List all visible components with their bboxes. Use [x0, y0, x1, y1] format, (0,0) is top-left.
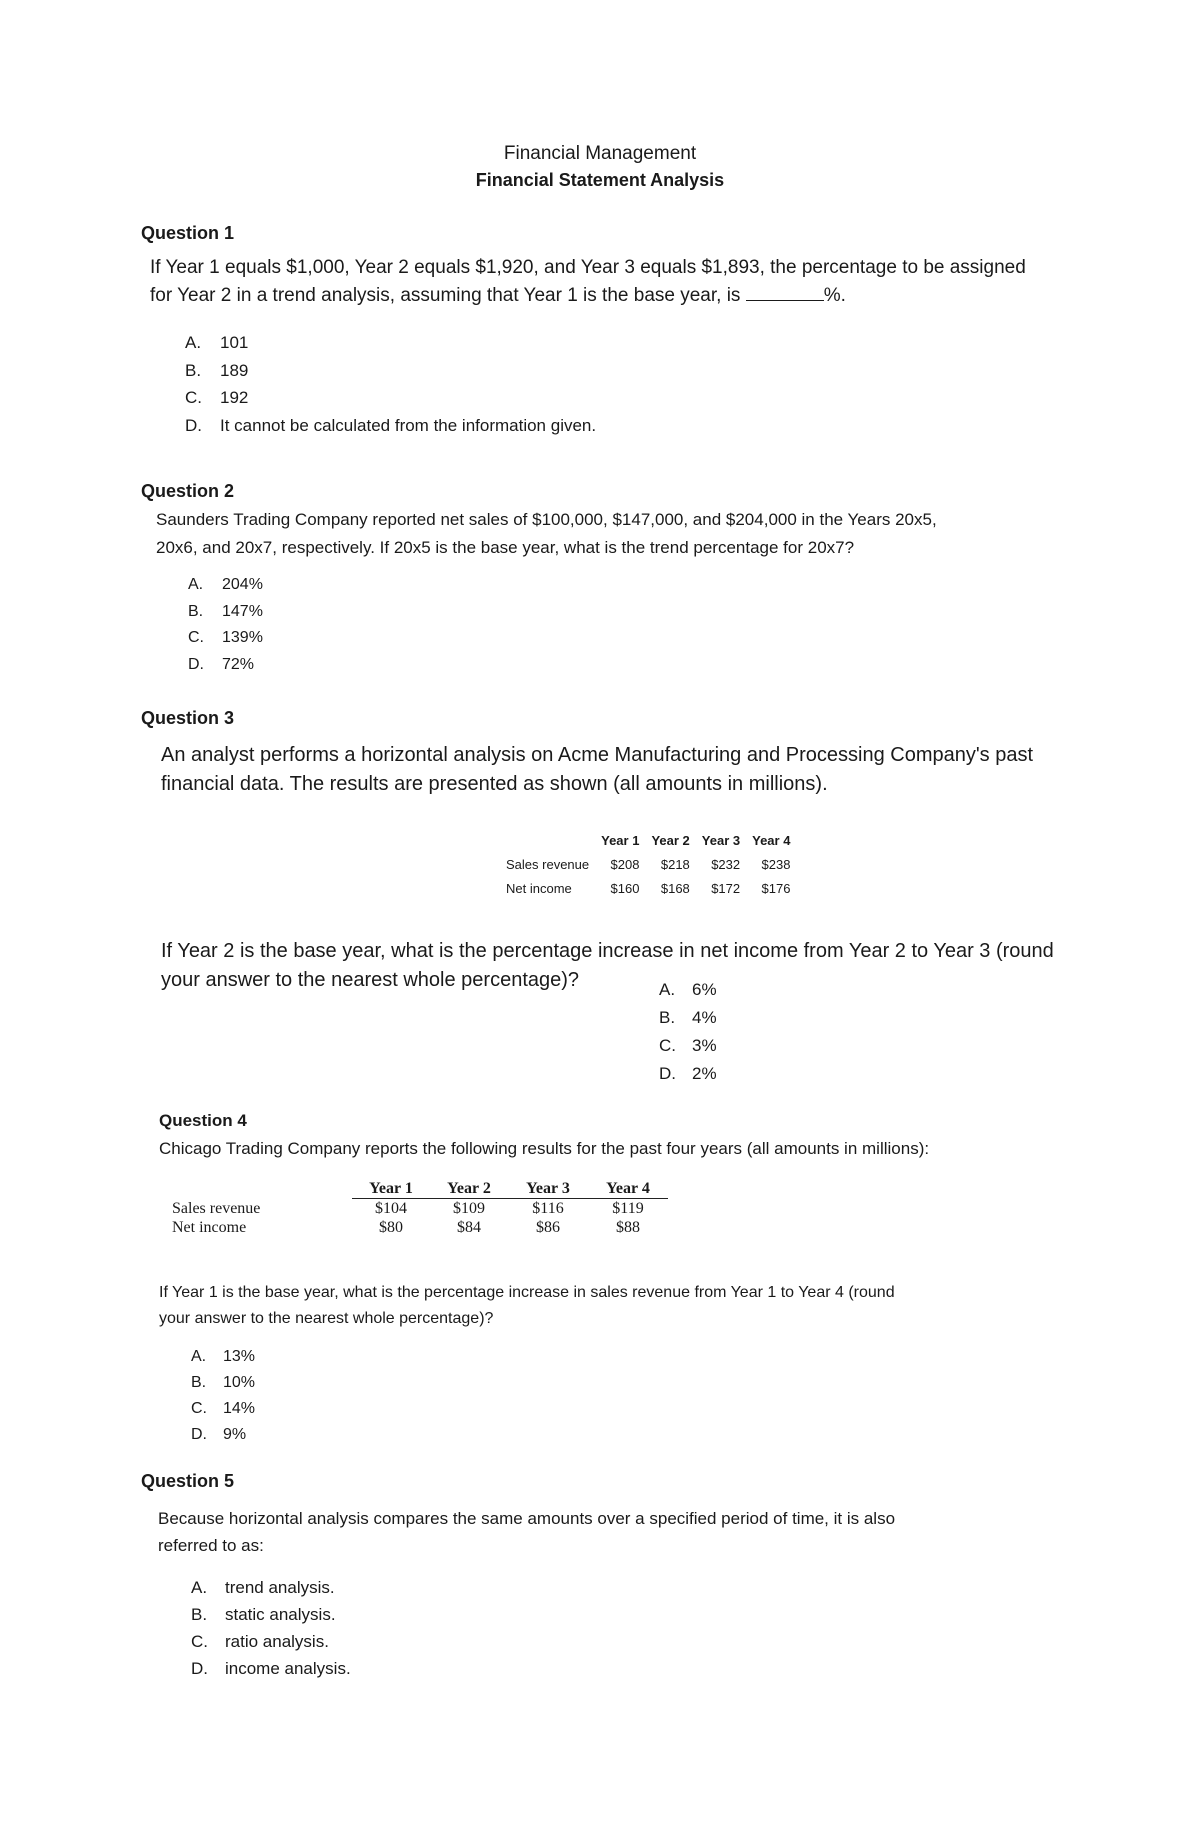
table-header: Year 3	[508, 1179, 588, 1199]
table-cell: $119	[612, 1200, 644, 1217]
option-b[interactable]: B. 10%	[191, 1374, 256, 1391]
question-5-line-1: Because horizontal analysis compares the same amounts over a specified period of time, it is also	[158, 1509, 896, 1528]
option-b[interactable]: B. 189	[185, 360, 249, 380]
option-d[interactable]: D. 9%	[191, 1426, 247, 1443]
question-1-line-2	[150, 282, 1110, 310]
question-3-heading: Question 3	[141, 708, 235, 728]
question-4-options	[191, 1344, 255, 1448]
question-4-prompt	[159, 1280, 1159, 1332]
table-header: Year 4	[588, 1179, 668, 1199]
question-2-line-1: Saunders Trading Company reported net sales of $100,000, $147,000, and $204,000 in the Years 20x5,	[156, 510, 937, 529]
row-label: Net income	[506, 881, 572, 896]
option-c[interactable]: C. ratio analysis.	[191, 1632, 329, 1651]
document-title: Financial Management	[503, 143, 697, 164]
question-5-options	[191, 1574, 351, 1682]
table-cell: $109	[453, 1200, 485, 1217]
table-cell: $160	[610, 881, 640, 896]
question-2-text	[156, 506, 1116, 562]
option-a[interactable]: A. 101	[185, 333, 249, 352]
option-d[interactable]: D. 2%	[659, 1064, 717, 1083]
question-5-text	[158, 1505, 1158, 1559]
row-label: Sales revenue	[172, 1199, 261, 1217]
question-1-text	[150, 254, 1110, 310]
option-d[interactable]: D. It cannot be calculated from the information given.	[185, 415, 597, 435]
question-1-heading: Question 1	[141, 223, 235, 243]
table-header-row	[172, 1179, 668, 1199]
question-4-table	[172, 1179, 668, 1237]
option-a[interactable]: A. trend analysis.	[191, 1578, 335, 1597]
option-a[interactable]: A. 204%	[188, 576, 263, 593]
table-header: Year 4	[752, 833, 791, 848]
question-1-options	[185, 329, 596, 439]
document-subtitle: Financial Statement Analysis	[475, 170, 725, 190]
option-c[interactable]: C. 192	[185, 388, 249, 407]
option-a[interactable]: A. 6%	[659, 980, 717, 999]
table-row	[500, 853, 796, 877]
option-b[interactable]: B. 4%	[659, 1008, 717, 1027]
question-2-options	[188, 572, 263, 678]
table-row	[172, 1218, 668, 1237]
table-header: Year 2	[651, 833, 690, 848]
question-3-options	[659, 976, 717, 1088]
table-cell: $218	[660, 857, 690, 872]
option-d[interactable]: D. 72%	[188, 655, 255, 673]
table-cell: $86	[536, 1219, 560, 1236]
table-cell: $116	[532, 1200, 564, 1217]
question-3-prompt-line-2: your answer to the nearest whole percentage)?	[161, 969, 580, 991]
table-row	[172, 1199, 668, 1219]
table-cell: $232	[711, 857, 741, 872]
question-5-line-2: referred to as:	[158, 1536, 264, 1555]
table-header-row	[500, 829, 796, 853]
table-cell: $238	[761, 857, 791, 872]
question-4-prompt-line-1: If Year 1 is the base year, what is the percentage increase in sales revenue from Year 1 to Year 4 (round	[159, 1284, 895, 1301]
option-b[interactable]: B. 147%	[188, 602, 263, 620]
table-cell: $176	[761, 881, 791, 896]
table-cell: $208	[610, 857, 640, 872]
option-d[interactable]: D. income analysis.	[191, 1659, 351, 1678]
row-label: Net income	[172, 1219, 247, 1236]
question-1-line-2-before: for Year 2 in a trend analysis, assuming that Year 1 is the base year, is	[150, 285, 741, 306]
question-1-line-2-after: %.	[823, 285, 846, 306]
question-5-heading: Question 5	[141, 1471, 235, 1491]
table-cell: $172	[711, 881, 741, 896]
question-2-line-2: 20x6, and 20x7, respectively. If 20x5 is the base year, what is the trend percentage for 20x7?	[156, 538, 855, 557]
question-2-heading: Question 2	[141, 481, 235, 501]
table-header: Year 2	[430, 1179, 508, 1199]
question-4-heading: Question 4	[159, 1111, 247, 1130]
question-4-prompt-line-2: your answer to the nearest whole percentage)?	[159, 1310, 494, 1327]
table-header: Year 3	[701, 833, 741, 848]
table-cell: $104	[375, 1200, 407, 1217]
table-cell: $88	[616, 1219, 640, 1236]
option-a[interactable]: A. 13%	[191, 1348, 256, 1365]
table-cell: $84	[457, 1219, 481, 1236]
answer-blank	[746, 282, 824, 301]
question-4-text: Chicago Trading Company reports the following results for the past four years (all amounts in millions):	[159, 1139, 930, 1158]
table-header: Year 1	[601, 833, 640, 848]
question-1-line-1: If Year 1 equals $1,000, Year 2 equals $1,920, and Year 3 equals $1,893, the percentage to be assigned	[150, 257, 1026, 278]
row-label: Sales revenue	[506, 857, 590, 872]
question-3-line-1: An analyst performs a horizontal analysis on Acme Manufacturing and Processing Company's past	[161, 744, 1034, 766]
table-cell: $168	[660, 881, 690, 896]
question-3-line-2: financial data. The results are presented as shown (all amounts in millions).	[161, 773, 828, 795]
table-header: Year 1	[352, 1179, 430, 1199]
option-c[interactable]: C. 139%	[188, 629, 263, 646]
option-b[interactable]: B. static analysis.	[191, 1605, 336, 1624]
option-c[interactable]: C. 14%	[191, 1400, 256, 1417]
question-3-table	[500, 829, 796, 901]
question-3-text	[161, 741, 1121, 799]
question-3-prompt-line-1: If Year 2 is the base year, what is the percentage increase in net income from Year 2 to Year 3 (round	[161, 940, 1054, 962]
table-cell: $80	[379, 1219, 403, 1236]
option-c[interactable]: C. 3%	[659, 1036, 717, 1055]
table-row	[500, 877, 796, 901]
